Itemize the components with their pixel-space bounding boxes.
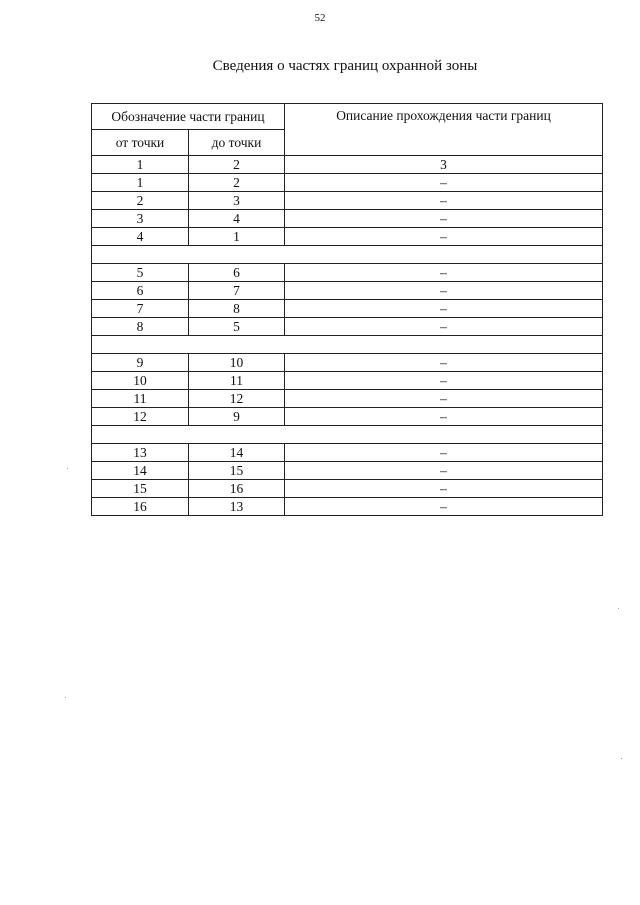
- table-row: [92, 462, 603, 480]
- column-number-row: [92, 156, 603, 174]
- table-row: [92, 498, 603, 516]
- to-point-cell: 10: [189, 354, 285, 372]
- to-point-cell: 9: [189, 408, 285, 426]
- from-point-cell: 2: [92, 192, 189, 210]
- description-cell: –: [285, 174, 603, 192]
- column-number-1: 1: [92, 156, 189, 174]
- table-row: [92, 390, 603, 408]
- from-point-cell: 4: [92, 228, 189, 246]
- description-cell: –: [285, 444, 603, 462]
- table-row: [92, 444, 603, 462]
- from-point-cell: 5: [92, 264, 189, 282]
- from-point-cell: 10: [92, 372, 189, 390]
- to-point-cell: 11: [189, 372, 285, 390]
- to-point-cell: 3: [189, 192, 285, 210]
- to-point-cell: 5: [189, 318, 285, 336]
- to-point-cell: 7: [189, 282, 285, 300]
- description-cell: –: [285, 300, 603, 318]
- table-row: [92, 318, 603, 336]
- description-cell: –: [285, 498, 603, 516]
- document-title: Сведения о частях границ охранной зоны: [212, 58, 478, 74]
- table-row: [92, 300, 603, 318]
- description-cell: –: [285, 192, 603, 210]
- group-separator-row: [92, 336, 603, 354]
- column-number-2: 2: [189, 156, 285, 174]
- from-point-cell: 11: [92, 390, 189, 408]
- group-separator-row: [92, 426, 603, 444]
- to-point-cell: 6: [189, 264, 285, 282]
- table-row: [92, 372, 603, 390]
- group-separator-row: [92, 246, 603, 264]
- from-point-cell: 7: [92, 300, 189, 318]
- boundary-parts-table: [91, 103, 603, 516]
- to-point-cell: 14: [189, 444, 285, 462]
- from-point-cell: 6: [92, 282, 189, 300]
- from-point-cell: 15: [92, 480, 189, 498]
- group-separator-cell: [92, 426, 603, 444]
- column-number-3: 3: [285, 156, 603, 174]
- table-row: [92, 408, 603, 426]
- description-cell: –: [285, 264, 603, 282]
- header-from-point: от точки: [92, 130, 189, 156]
- to-point-cell: 12: [189, 390, 285, 408]
- scan-speck: [618, 608, 619, 609]
- table-row: [92, 354, 603, 372]
- description-cell: –: [285, 372, 603, 390]
- description-cell: –: [285, 462, 603, 480]
- page-number: 52: [314, 12, 326, 24]
- description-cell: –: [285, 318, 603, 336]
- header-to-point: до точки: [189, 130, 285, 156]
- header-boundary-description: Описание прохождения части границ: [285, 104, 603, 156]
- table-row: [92, 480, 603, 498]
- table-body: [92, 156, 603, 516]
- scan-speck: [65, 697, 66, 698]
- group-separator-cell: [92, 336, 603, 354]
- to-point-cell: 13: [189, 498, 285, 516]
- description-cell: –: [285, 210, 603, 228]
- description-cell: –: [285, 228, 603, 246]
- group-separator-cell: [92, 246, 603, 264]
- to-point-cell: 1: [189, 228, 285, 246]
- description-cell: –: [285, 480, 603, 498]
- description-cell: –: [285, 282, 603, 300]
- from-point-cell: 16: [92, 498, 189, 516]
- from-point-cell: 9: [92, 354, 189, 372]
- to-point-cell: 16: [189, 480, 285, 498]
- description-cell: –: [285, 390, 603, 408]
- table-row: [92, 228, 603, 246]
- to-point-cell: 2: [189, 174, 285, 192]
- scan-speck: [621, 758, 622, 759]
- table-row: [92, 210, 603, 228]
- description-cell: –: [285, 354, 603, 372]
- from-point-cell: 14: [92, 462, 189, 480]
- table-row: [92, 264, 603, 282]
- from-point-cell: 3: [92, 210, 189, 228]
- from-point-cell: 8: [92, 318, 189, 336]
- header-boundary-designation: Обозначение части границ: [92, 104, 285, 130]
- from-point-cell: 1: [92, 174, 189, 192]
- table-row: [92, 282, 603, 300]
- from-point-cell: 12: [92, 408, 189, 426]
- to-point-cell: 8: [189, 300, 285, 318]
- scan-speck: [67, 468, 68, 469]
- to-point-cell: 4: [189, 210, 285, 228]
- to-point-cell: 15: [189, 462, 285, 480]
- description-cell: –: [285, 408, 603, 426]
- from-point-cell: 13: [92, 444, 189, 462]
- table-row: [92, 174, 603, 192]
- table-row: [92, 192, 603, 210]
